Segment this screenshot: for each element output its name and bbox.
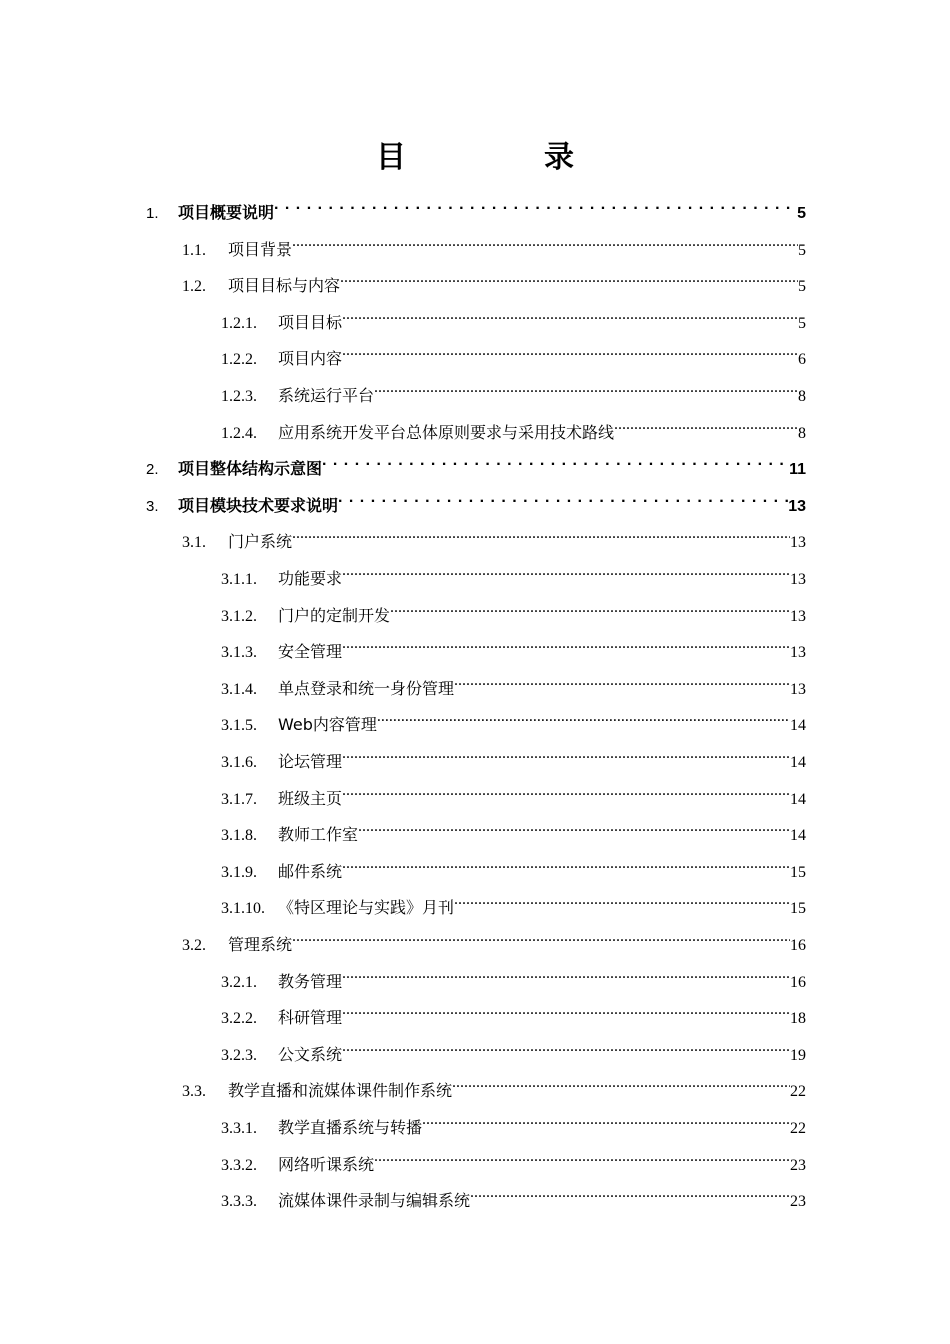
toc-entry-number: 3.1.2.: [221, 608, 257, 625]
toc-entry-number: 1.2.4.: [221, 425, 257, 442]
toc-entry-number: 2.: [146, 461, 159, 478]
toc-dot-leader: [614, 412, 798, 438]
toc-entry[interactable]: [221, 1034, 806, 1064]
toc-entry[interactable]: [182, 265, 806, 295]
toc-entry-number: 3.1.1.: [221, 571, 257, 588]
toc-entry-number: 3.1.7.: [221, 791, 257, 808]
toc-entry-number: 1.2.2.: [221, 351, 257, 368]
toc-entry-number: 3.1.5.: [221, 717, 257, 734]
toc-entry-title: 管理系统: [228, 935, 293, 954]
toc-entry-number: 1.2.1.: [221, 315, 257, 332]
toc-dot-leader: [342, 338, 798, 364]
toc-entry[interactable]: [221, 668, 806, 698]
toc-entry-title: 教学直播系统与转播: [278, 1118, 423, 1137]
toc-entry-number: 3.1.8.: [221, 827, 257, 844]
toc-entry-page-number: 13: [788, 498, 806, 515]
toc-entry-title: 《特区理论与实践》月刊: [278, 898, 455, 917]
toc-entry-page-number: 22: [790, 1083, 806, 1100]
toc-entry-page-number: 5: [798, 242, 806, 259]
toc-entry[interactable]: [221, 887, 806, 917]
toc-dot-leader: [342, 302, 798, 328]
toc-entry-number: 3.1.6.: [221, 754, 257, 771]
toc-entry-title: 安全管理: [278, 642, 343, 661]
toc-entry-page-number: 15: [790, 864, 806, 881]
toc-entry-page-number: 13: [790, 681, 806, 698]
toc-entry-number: 3.3.1.: [221, 1120, 257, 1137]
toc-entry-page-number: 14: [790, 754, 806, 771]
toc-dot-leader: [358, 814, 790, 840]
toc-entry-title: 邮件系统: [278, 862, 343, 881]
toc-entry[interactable]: [146, 485, 806, 515]
toc-entry-number: 1.2.: [182, 278, 206, 295]
toc-entry-page-number: 15: [790, 900, 806, 917]
toc-entry-title: 教师工作室: [278, 825, 359, 844]
toc-dot-leader: [374, 1144, 790, 1170]
toc-entry-number: 3.: [146, 498, 159, 515]
toc-entry-number: 3.2.1.: [221, 974, 257, 991]
toc-dot-leader: [454, 887, 790, 913]
toc-entry-title: 应用系统开发平台总体原则要求与采用技术路线: [278, 423, 615, 442]
toc-entry-page-number: 11: [789, 461, 806, 478]
toc-entry-number: 3.3.2.: [221, 1157, 257, 1174]
toc-dot-leader: [340, 265, 798, 291]
toc-entry[interactable]: [146, 448, 806, 478]
toc-entry[interactable]: [221, 375, 806, 405]
toc-entry-number: 3.3.3.: [221, 1193, 257, 1210]
toc-entry-title: 公文系统: [278, 1045, 343, 1064]
toc-entry-page-number: 13: [790, 608, 806, 625]
toc-entry[interactable]: [146, 192, 806, 222]
toc-entry-title: 教务管理: [278, 972, 343, 991]
toc-entry-number: 3.1.: [182, 534, 206, 551]
toc-entry-page-number: 13: [790, 644, 806, 661]
toc-dot-leader: [377, 704, 790, 730]
toc-entry-number: 1.: [146, 205, 159, 222]
toc-entry[interactable]: [182, 1070, 806, 1100]
toc-entry-page-number: 23: [790, 1157, 806, 1174]
toc-dot-leader: [390, 595, 790, 621]
toc-entry[interactable]: [221, 595, 806, 625]
toc-entry[interactable]: [182, 229, 806, 259]
toc-entry-title: 门户系统: [228, 532, 293, 551]
toc-entry[interactable]: [221, 851, 806, 881]
toc-dot-leader: [342, 997, 790, 1023]
toc-entry-number: 3.2.2.: [221, 1010, 257, 1027]
toc-entry[interactable]: [221, 778, 806, 808]
toc-entry-page-number: 5: [797, 205, 806, 222]
toc-dot-leader: [422, 1107, 790, 1133]
toc-entry-page-number: 8: [798, 388, 806, 405]
toc-entry-title: 功能要求: [278, 569, 343, 588]
toc-entry[interactable]: [221, 302, 806, 332]
toc-dot-leader: [274, 192, 797, 218]
toc-dot-leader: [452, 1070, 790, 1096]
toc-entry[interactable]: [221, 338, 806, 368]
toc-entry-title: 项目概要说明: [178, 203, 275, 222]
toc-entry-number: 3.2.: [182, 937, 206, 954]
toc-entry-page-number: 8: [798, 425, 806, 442]
toc-entry-title: 单点登录和统一身份管理: [278, 679, 455, 698]
toc-entry-number: 3.1.9.: [221, 864, 257, 881]
toc-entry[interactable]: [221, 1144, 806, 1174]
toc-dot-leader: [342, 778, 790, 804]
toc-entry[interactable]: [221, 1180, 806, 1210]
toc-entry-number: 1.1.: [182, 242, 206, 259]
toc-entry[interactable]: [221, 961, 806, 991]
toc-entry-page-number: 16: [790, 937, 806, 954]
toc-entry-page-number: 14: [790, 717, 806, 734]
toc-entry[interactable]: [221, 412, 806, 442]
toc-entry-number: 3.3.: [182, 1083, 206, 1100]
toc-dot-leader: [342, 631, 790, 657]
toc-dot-leader: [374, 375, 798, 401]
toc-entry-page-number: 5: [798, 315, 806, 332]
toc-dot-leader: [342, 851, 790, 877]
toc-entry-title: 网络听课系统: [278, 1155, 375, 1174]
toc-dot-leader: [454, 668, 790, 694]
toc-entry-title: 科研管理: [278, 1008, 343, 1027]
toc-entry[interactable]: [221, 704, 806, 734]
toc-entry-page-number: 22: [790, 1120, 806, 1137]
toc-entry-page-number: 19: [790, 1047, 806, 1064]
toc-entry-title: 项目目标: [278, 313, 343, 332]
toc-entry-page-number: 13: [790, 534, 806, 551]
toc-entry-number: 3.1.3.: [221, 644, 257, 661]
toc-entry-number: 1.2.3.: [221, 388, 257, 405]
toc-entry[interactable]: [221, 814, 806, 844]
toc-dot-leader: [342, 961, 790, 987]
toc-entry-page-number: 5: [798, 278, 806, 295]
toc-entry[interactable]: [221, 558, 806, 588]
toc-dot-leader: [292, 229, 798, 255]
toc-entry[interactable]: [221, 997, 806, 1027]
toc-entry-title: 项目内容: [278, 349, 343, 368]
toc-entry-page-number: 18: [790, 1010, 806, 1027]
toc-entry-title: 门户的定制开发: [278, 606, 391, 625]
toc-entry-title: 项目整体结构示意图: [178, 459, 323, 478]
toc-entry-title: 项目目标与内容: [228, 276, 341, 295]
toc-entry[interactable]: [182, 924, 806, 954]
toc-entry-page-number: 13: [790, 571, 806, 588]
toc-entry-page-number: 23: [790, 1193, 806, 1210]
toc-dot-leader: [342, 558, 790, 584]
toc-entry[interactable]: [221, 631, 806, 661]
toc-entry-page-number: 14: [790, 827, 806, 844]
toc-entry-number: 3.1.10.: [221, 900, 265, 917]
toc-entry-page-number: 6: [798, 351, 806, 368]
toc-dot-leader: [470, 1180, 790, 1206]
toc-entry-title: 项目背景: [228, 240, 293, 259]
toc-dot-leader: [342, 1034, 790, 1060]
toc-dot-leader: [292, 924, 790, 950]
toc-entry-title: 流媒体课件录制与编辑系统: [278, 1191, 471, 1210]
toc-entry[interactable]: [221, 1107, 806, 1137]
toc-dot-leader: [338, 485, 788, 511]
toc-entry-title: 项目模块技术要求说明: [178, 496, 339, 515]
toc-entry[interactable]: [221, 741, 806, 771]
toc-dot-leader: [342, 741, 790, 767]
page-title: 目 录: [376, 140, 628, 175]
toc-entry-page-number: 14: [790, 791, 806, 808]
toc-entry[interactable]: [182, 521, 806, 551]
toc-entry-title: 论坛管理: [278, 752, 343, 771]
toc-entry-page-number: 16: [790, 974, 806, 991]
toc-entry-number: 3.2.3.: [221, 1047, 257, 1064]
toc-entry-title: Web内容管理: [278, 715, 377, 734]
toc-entry-title: 班级主页: [278, 789, 343, 808]
toc-entry-title: 教学直播和流媒体课件制作系统: [228, 1081, 453, 1100]
toc-entry-number: 3.1.4.: [221, 681, 257, 698]
toc-dot-leader: [292, 521, 790, 547]
toc-entry-title: 系统运行平台: [278, 386, 375, 405]
toc-dot-leader: [322, 448, 789, 474]
